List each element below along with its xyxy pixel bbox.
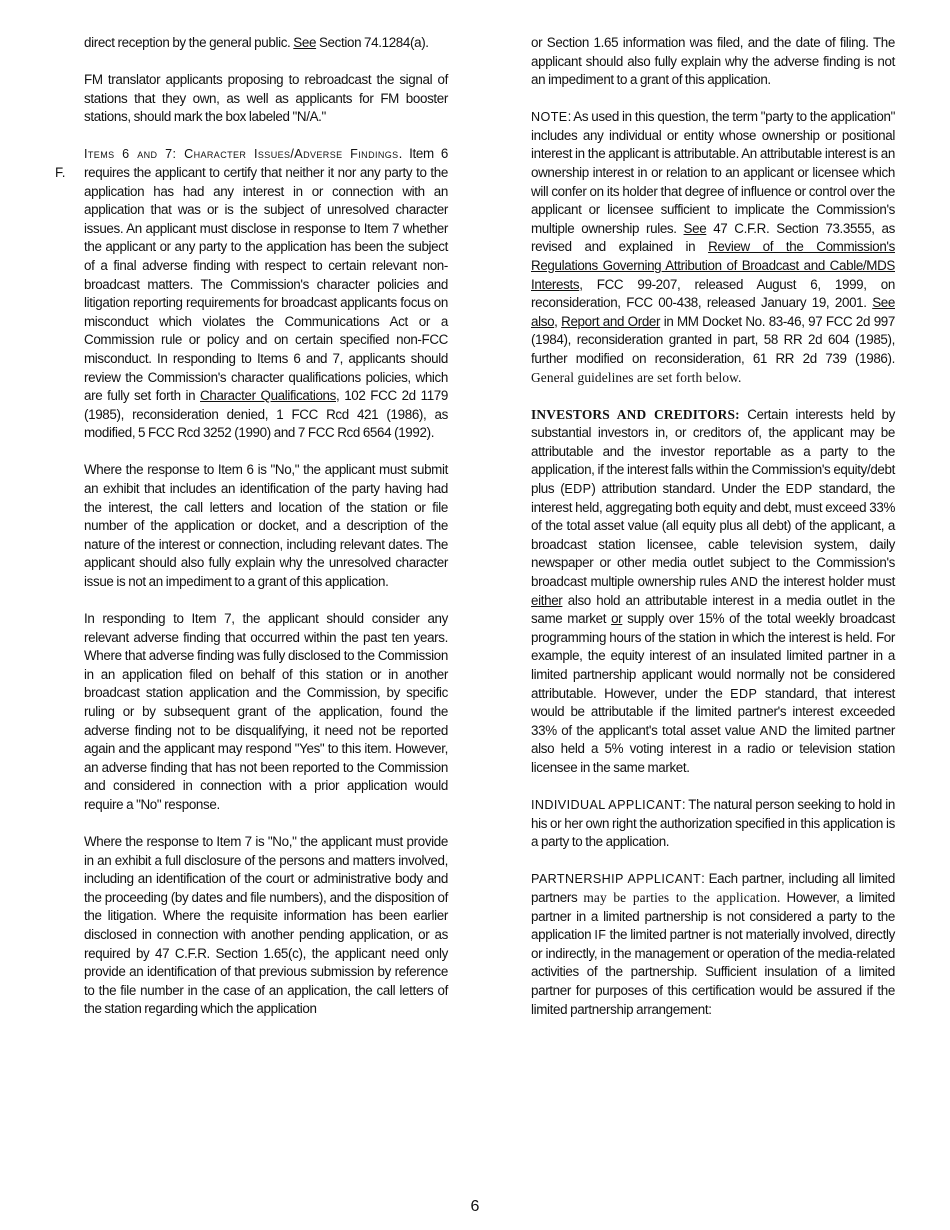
character-qualifications-reference: Character Qualifications [200, 388, 336, 404]
report-and-order-reference: Report and Order [561, 313, 661, 329]
paragraph-fm-translator: FM translator applicants proposing to rebroadcast the signal of stations that they own, as well as applicants for FM booster stations, should mark the box labeled "N/A." [84, 72, 448, 125]
note-label: NOTE [531, 110, 568, 125]
paragraph-item-6-response: Where the response to Item 6 is "No," the applicant must submit an exhibit that includes an identification of the party having had the interest, the call letters and location of the station or file number of the application or docket, and a description of the nature of the interest or connection, including relevant dates. The applicant should also fully explain why the unresolved character issue is not an impediment to a grant of this application. [84, 462, 448, 589]
paragraph-item-7-response: In responding to Item 7, the applicant should consider any relevant adverse finding that occurred within the past ten years. Where that adverse finding was fully disclosed to the Commission in an application filed on behalf of this station or in another broadcast station application and the Commission, by specific ruling or by subsequent grant of the application, found the adverse finding not to be disqualifying, it need not be reported again and the applicant may respond "Yes" to this item. However, an adverse finding that has not been reported to the Commission and considered in connection with a prior application would require a "No" response. [84, 611, 448, 812]
investors-heading: INVESTORS AND CREDITORS: [531, 406, 740, 422]
individual-applicant-label: INDIVIDUAL APPLICANT [531, 798, 682, 813]
section-letter-f: F. [55, 165, 66, 180]
see-also-reference: See also [531, 295, 895, 329]
paragraph-partnership-applicant: PARTNERSHIP APPLICANT: Each partner, including all limited partners may be parties to the application. However, a limited partner in a limited partnership is not considered a party to the application IF the limited partner is not materially involved, directly or indirectly, in the management or operation of the media-related activities of the partnership. Sufficient insulation of a limited partner for purposes of this certification would be assured if the limited partnership arrangement: [531, 871, 895, 1017]
partnership-applicant-label: PARTNERSHIP APPLICANT [531, 872, 702, 887]
paragraph-individual-applicant: INDIVIDUAL APPLICANT: The natural person seeking to hold in his or her own right the authorization specified in this application is a party to the application. [531, 797, 895, 850]
paragraph-section-1-65: or Section 1.65 information was filed, and the date of filing. The applicant should also fully explain why the adverse finding is not an impediment to a grant of this application. [531, 35, 895, 88]
paragraph-note: NOTE: As used in this question, the term "party to the application" includes any individual or entity whose ownership or positional interest in the applicant is attributable. An attributable interest is an ownership interest in or relation to an applicant or licensee which will confer on its holder that degree of influence or control over the applicant or licensee sufficient to implicate the Commission's multiple ownership rules. See 47 C.F.R. Section 73.3555, as revised and explained in Review of the Commission's Regulations Governing Attribution of Broadcast and Cable/MDS Interests, FCC 99-207, released August 6, 1999, on reconsideration, FCC 00-438, released January 19, 2001. See also, Report and Order in MM Docket No. 83-46, 97 FCC 2d 997 (1984), reconsideration granted in part, 58 RR 2d 604 (1985), further modified on reconsideration, 61 RR 2d 739 (1986). General guidelines are set forth below. [531, 109, 896, 385]
see-reference: See [293, 35, 317, 50]
left-column [84, 34, 448, 1038]
paragraph-direct-reception: direct reception by the general public. See Section 74.1284(a). [84, 35, 429, 50]
paragraph-investors-creditors: INVESTORS AND CREDITORS: Certain interests held by substantial investors in, or creditors of, the applicant may be attributable and the investor reportable as a party to the application, if the interest falls within the Commission's equity/debt plus (EDP) attribution standard. Under the EDP standard, the interest held, aggregating both equity and debt, must exceed 33% of the total asset value (all equity plus all debt) of the applicant, a broadcast station licensee, cable television system, daily newspaper or other media outlet subject to the Commission's broadcast multiple ownership rules AND the interest holder must either also hold an attributable interest in a media outlet in the same market or supply over 15% of the total weekly broadcast programming hours of the station in which the interest is held. For example, the equity interest of an insulated limited partner in a limited partnership applicant would normally not be considered attributable. However, under the EDP standard, that interest would be attributable if the limited partner's interest exceeded 33% of the applicant's total asset value AND the limited partner also held a 5% voting interest in a radio or television station licensee in the same market. [531, 406, 895, 775]
attribution-review-reference: Review of the Commission's Regulations Governing Attribution of Broadcast and Cable/MDS Interests [531, 239, 895, 292]
paragraph-item-7-no: Where the response to Item 7 is "No," the applicant must provide in an exhibit a full disclosure of the persons and matters involved, including an identification of the court or administrative body and the proceeding (by dates and file numbers), and the disposition of the litigation. Where the requisite information has been earlier disclosed in connection with another pending application, or as required by 47 C.F.R. Section 1.65(c), the applicant need only provide an identification of that previous submission by reference to the file number in the case of an application, the call letters of the station regarding which the application [84, 834, 448, 1017]
page-number: 6 [470, 1198, 480, 1215]
right-column [531, 34, 895, 1038]
see-reference: See [683, 220, 707, 236]
paragraph-section-f: Items 6 and 7: Character Issues/Adverse Findings. Item 6 requires the applicant to certify that neither it nor any party to the application has had any interest in or connection with an application that was or is the subject of unresolved character issues. An applicant must disclose in response to Item 7 whether the applicant or any party to the application has been the subject of a final adverse finding with respect to certain relevant non-broadcast matters. The Commission's character policies and litigation reporting requirements for broadcast applicants focus on misconduct which violates the Communications Act or a Commission rule or policy and on certain specified non-FCC misconduct. In responding to Items 6 and 7, applicants should review the Commission's character qualifications policies, which are fully set forth in Character Qualifications, 102 FCC 2d 1179 (1985), reconsideration denied, 1 FCC Rcd 421 (1986), as modified, 5 FCC Rcd 3252 (1990) and 7 FCC Rcd 6564 (1992). [84, 146, 448, 441]
section-f-heading: Items 6 and 7: Character Issues/Adverse Findings [84, 147, 399, 162]
